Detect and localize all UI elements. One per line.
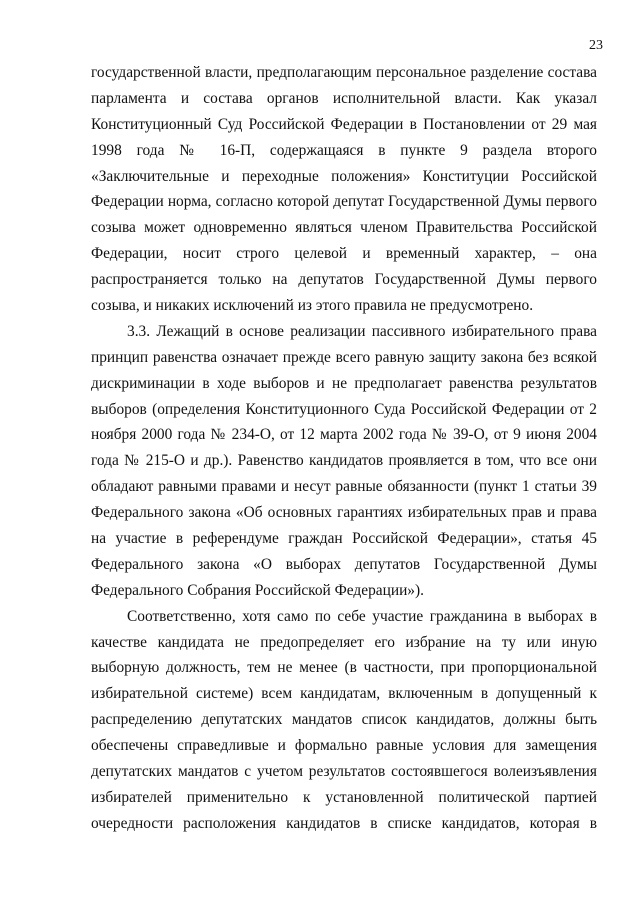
text-line: выборов (определения Конституционного Суда Российской Федерации от 2 [91,400,597,418]
text-line: обеспечены справедливые и формально равные условия для замещения [91,737,597,755]
text-line: Конституционный Суд Российской Федерации в Постановлении от 29 мая [91,115,597,133]
text-line: созыва может одновременно являться членом Правительства Российской [91,219,597,237]
text-line: избирателей применительно к установленной политической партией [91,788,597,806]
text-line: избирательной системе) всем кандидатам, включенным в допущенный к [91,685,597,703]
text-line: распространяется только на депутатов Государственной Думы первого [91,271,597,289]
text-line: принцип равенства означает прежде всего равную защиту закона без всякой [91,348,597,366]
text-line: распределению депутатских мандатов список кандидатов, должны быть [91,711,597,729]
text-line: выборную должность, тем не менее (в частности, при пропорциональной [91,659,597,677]
text-line: Федерального закона «О выборах депутатов Государственной Думы [91,555,597,573]
text-line: качестве кандидата не предопределяет его избрание на ту или иную [91,633,597,651]
text-line: депутатских мандатов с учетом результатов состоявшегося волеизъявления [91,763,597,781]
text-line: ноября 2000 года № 234-О, от 12 марта 2002 года № 39-О, от 9 июня 2004 [91,426,597,444]
text-line: очередности расположения кандидатов в списке кандидатов, которая в [91,814,597,832]
text-line: 1998 года № 16-П, содержащаяся в пункте 9 раздела второго [91,141,597,159]
text-line: Федерации, носит строго целевой и временный характер, – она [91,245,597,263]
text-line: парламента и состава органов исполнительной власти. Как указал [91,89,597,107]
text-line: 3.3. Лежащий в основе реализации пассивного избирательного права [127,322,597,340]
text-line: «Заключительные и переходные положения» Конституции Российской [91,167,597,185]
text-line: Федерации норма, согласно которой депутат Государственной Думы первого [91,193,597,211]
text-line: дискриминации в ходе выборов и не предполагает равенства результатов [91,374,597,392]
text-line: года № 215-О и др.). Равенство кандидатов проявляется в том, что все они [91,452,597,470]
text-line: Федерального закона «Об основных гарантиях избирательных прав и права [91,504,597,522]
text-line: на участие в референдуме граждан Российской Федерации», статья 45 [91,530,597,548]
text-line: обладают равными правами и несут равные обязанности (пункт 1 статьи 39 [91,478,597,496]
body-text [91,60,597,837]
page-number: 23 [589,38,603,53]
text-line: Соответственно, хотя само по себе участие гражданина в выборах в [127,607,597,625]
text-line: Федерального Собрания Российской Федерации»). [91,581,424,599]
text-line: созыва, и никаких исключений из этого правила не предусмотрено. [91,297,534,315]
text-line: государственной власти, предполагающим персональное разделение состава [91,64,597,81]
